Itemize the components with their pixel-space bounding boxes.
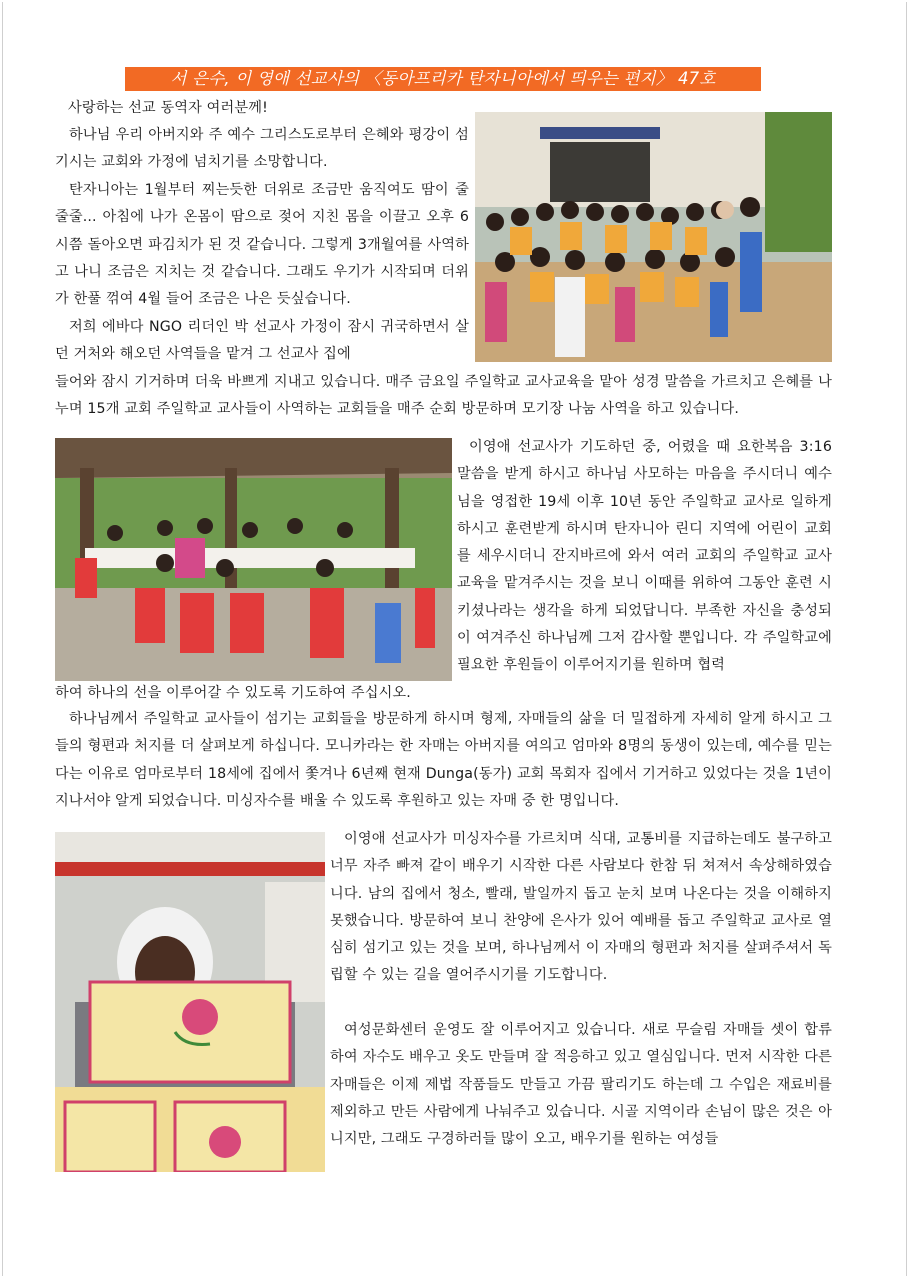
- greeting: 사랑하는 선교 동역자 여러분께!: [68, 100, 268, 116]
- paragraph-testimony-part2: 하여 하나의 선을 이루어갈 수 있도록 기도하여 주십시오.: [55, 685, 411, 701]
- newsletter-title: 서 은수, 이 영애 선교사의 〈동아프리카 탄자니아에서 띄우는 편지〉 47호: [125, 67, 761, 91]
- paragraph-womens-center: 여성문화센터 운영도 잘 이루어지고 있습니다. 새로 무슬림 자매들 셋이 합류하여 자수도 배우고 옷도 만들며 잘 적응하고 있고 열심입니다. 먼저 시작한 다른 자매들은 이제 제법 작품들도 만들고 가끔 팔리기도 하는데 그 수입은 재료비를 제외하고 만든 사람에게 나눠주고 있습니다. 시골 지역이라 손님이 많은 것은 아니지만, 그래도 구경하러들 많이 오고, 배우기를 원하는 여성들: [330, 1022, 832, 1148]
- paragraph-testimony-part1: 이영애 선교사가 기도하던 중, 어렸을 때 요한복음 3:16 말씀을 받게 하시고 하나님 사모하는 마음을 주시더니 예수님을 영접한 19세 이후 10년 동안 주일학교 교사로 일하게 하시고 훈련받게 하시며 탄자니아 린디 지역에 어린이 교회를 세우시더니 잔지바르에 와서 여러 교회의 주일학교 교사교육을 맡겨주시는 것을 보니 이때를 위하여 그동안 훈련 시키셨나라는 생각을 하게 되었답니다. 부족한 자신을 충성되이 여겨주신 하나님께 그저 감사할 뿐입니다. 각 주일학교에 필요한 후원들이 이루어지기를 원하며 협력: [457, 439, 832, 674]
- paragraph-ngo-part2: 들어와 잠시 기거하며 더욱 바쁘게 지내고 있습니다. 매주 금요일 주일학교 교사교육을 맡아 성경 말씀을 가르치고 은혜를 나누며 15개 교회 주일학교 교사들이 사역하는 교회들을 매주 순회 방문하며 모기장 나눔 사역을 하고 있습니다.: [55, 374, 832, 418]
- paragraph-ngo-part1: 저희 에바다 NGO 리더인 박 선교사 가정이 잠시 귀국하면서 살던 거처와 해오던 사역들을 맡겨 그 선교사 집에: [55, 319, 469, 363]
- paragraph-monica: 하나님께서 주일학교 교사들이 섬기는 교회들을 방문하게 하시며 형제, 자매들의 삶을 더 밀접하게 자세히 알게 하시고 그들의 형편과 처지를 더 살펴보게 하십니다. 모니카라는 한 자매는 아버지를 여의고 엄마와 8명의 동생이 있는데, 예수를 믿는다는 이유로 엄마로부터 18세에 집에서 쫓겨나 6년째 현재 Dunga(동가) 교회 목회자 집에서 기거하고 있었다는 것을 1년이 지나서야 알게 되었습니다. 미싱자수를 배울 수 있도록 후원하고 있는 자매 중 한 명입니다.: [55, 711, 832, 809]
- paragraph-blessing: 하나님 우리 아버지와 주 예수 그리스도로부터 은혜와 평강이 섬기시는 교회와 가정에 넘치기를 소망합니다.: [55, 127, 469, 171]
- teacher-training-photo: [55, 438, 452, 681]
- embroidery-photo: [55, 832, 325, 1172]
- paragraph-weather: 탄자니아는 1월부터 찌는듯한 더위로 조금만 움직여도 땀이 줄줄줄... 아침에 나가 온몸이 땀으로 젖어 지친 몸을 이끌고 오후 6시쯤 돌아오면 파김치가 된 것 같습니다. 그렇게 3개월여를 사역하고 나니 조금은 지치는 것 같습니다. 그래도 우기가 시작되며 더위가 한풀 꺾여 4월 들어 조금은 나은 듯싶습니다.: [55, 182, 469, 308]
- paragraph-sewing: 이영애 선교사가 미싱자수를 가르치며 식대, 교통비를 지급하는데도 불구하고 너무 자주 빠져 같이 배우기 시작한 다른 사람보다 한참 뒤 쳐져서 속상해하였습니다. 남의 집에서 청소, 빨래, 발일까지 돕고 눈치 보며 나온다는 것을 이해하지 못했습니다. 방문하여 보니 찬양에 은사가 있어 예배를 돕고 주일학교 교사로 열심히 섬기고 있는 것을 보며, 하나님께서 이 자매의 형편과 처지를 살펴주셔서 독립할 수 있는 길을 열어주시기를 기도합니다.: [330, 831, 832, 984]
- children-group-photo: [475, 112, 832, 362]
